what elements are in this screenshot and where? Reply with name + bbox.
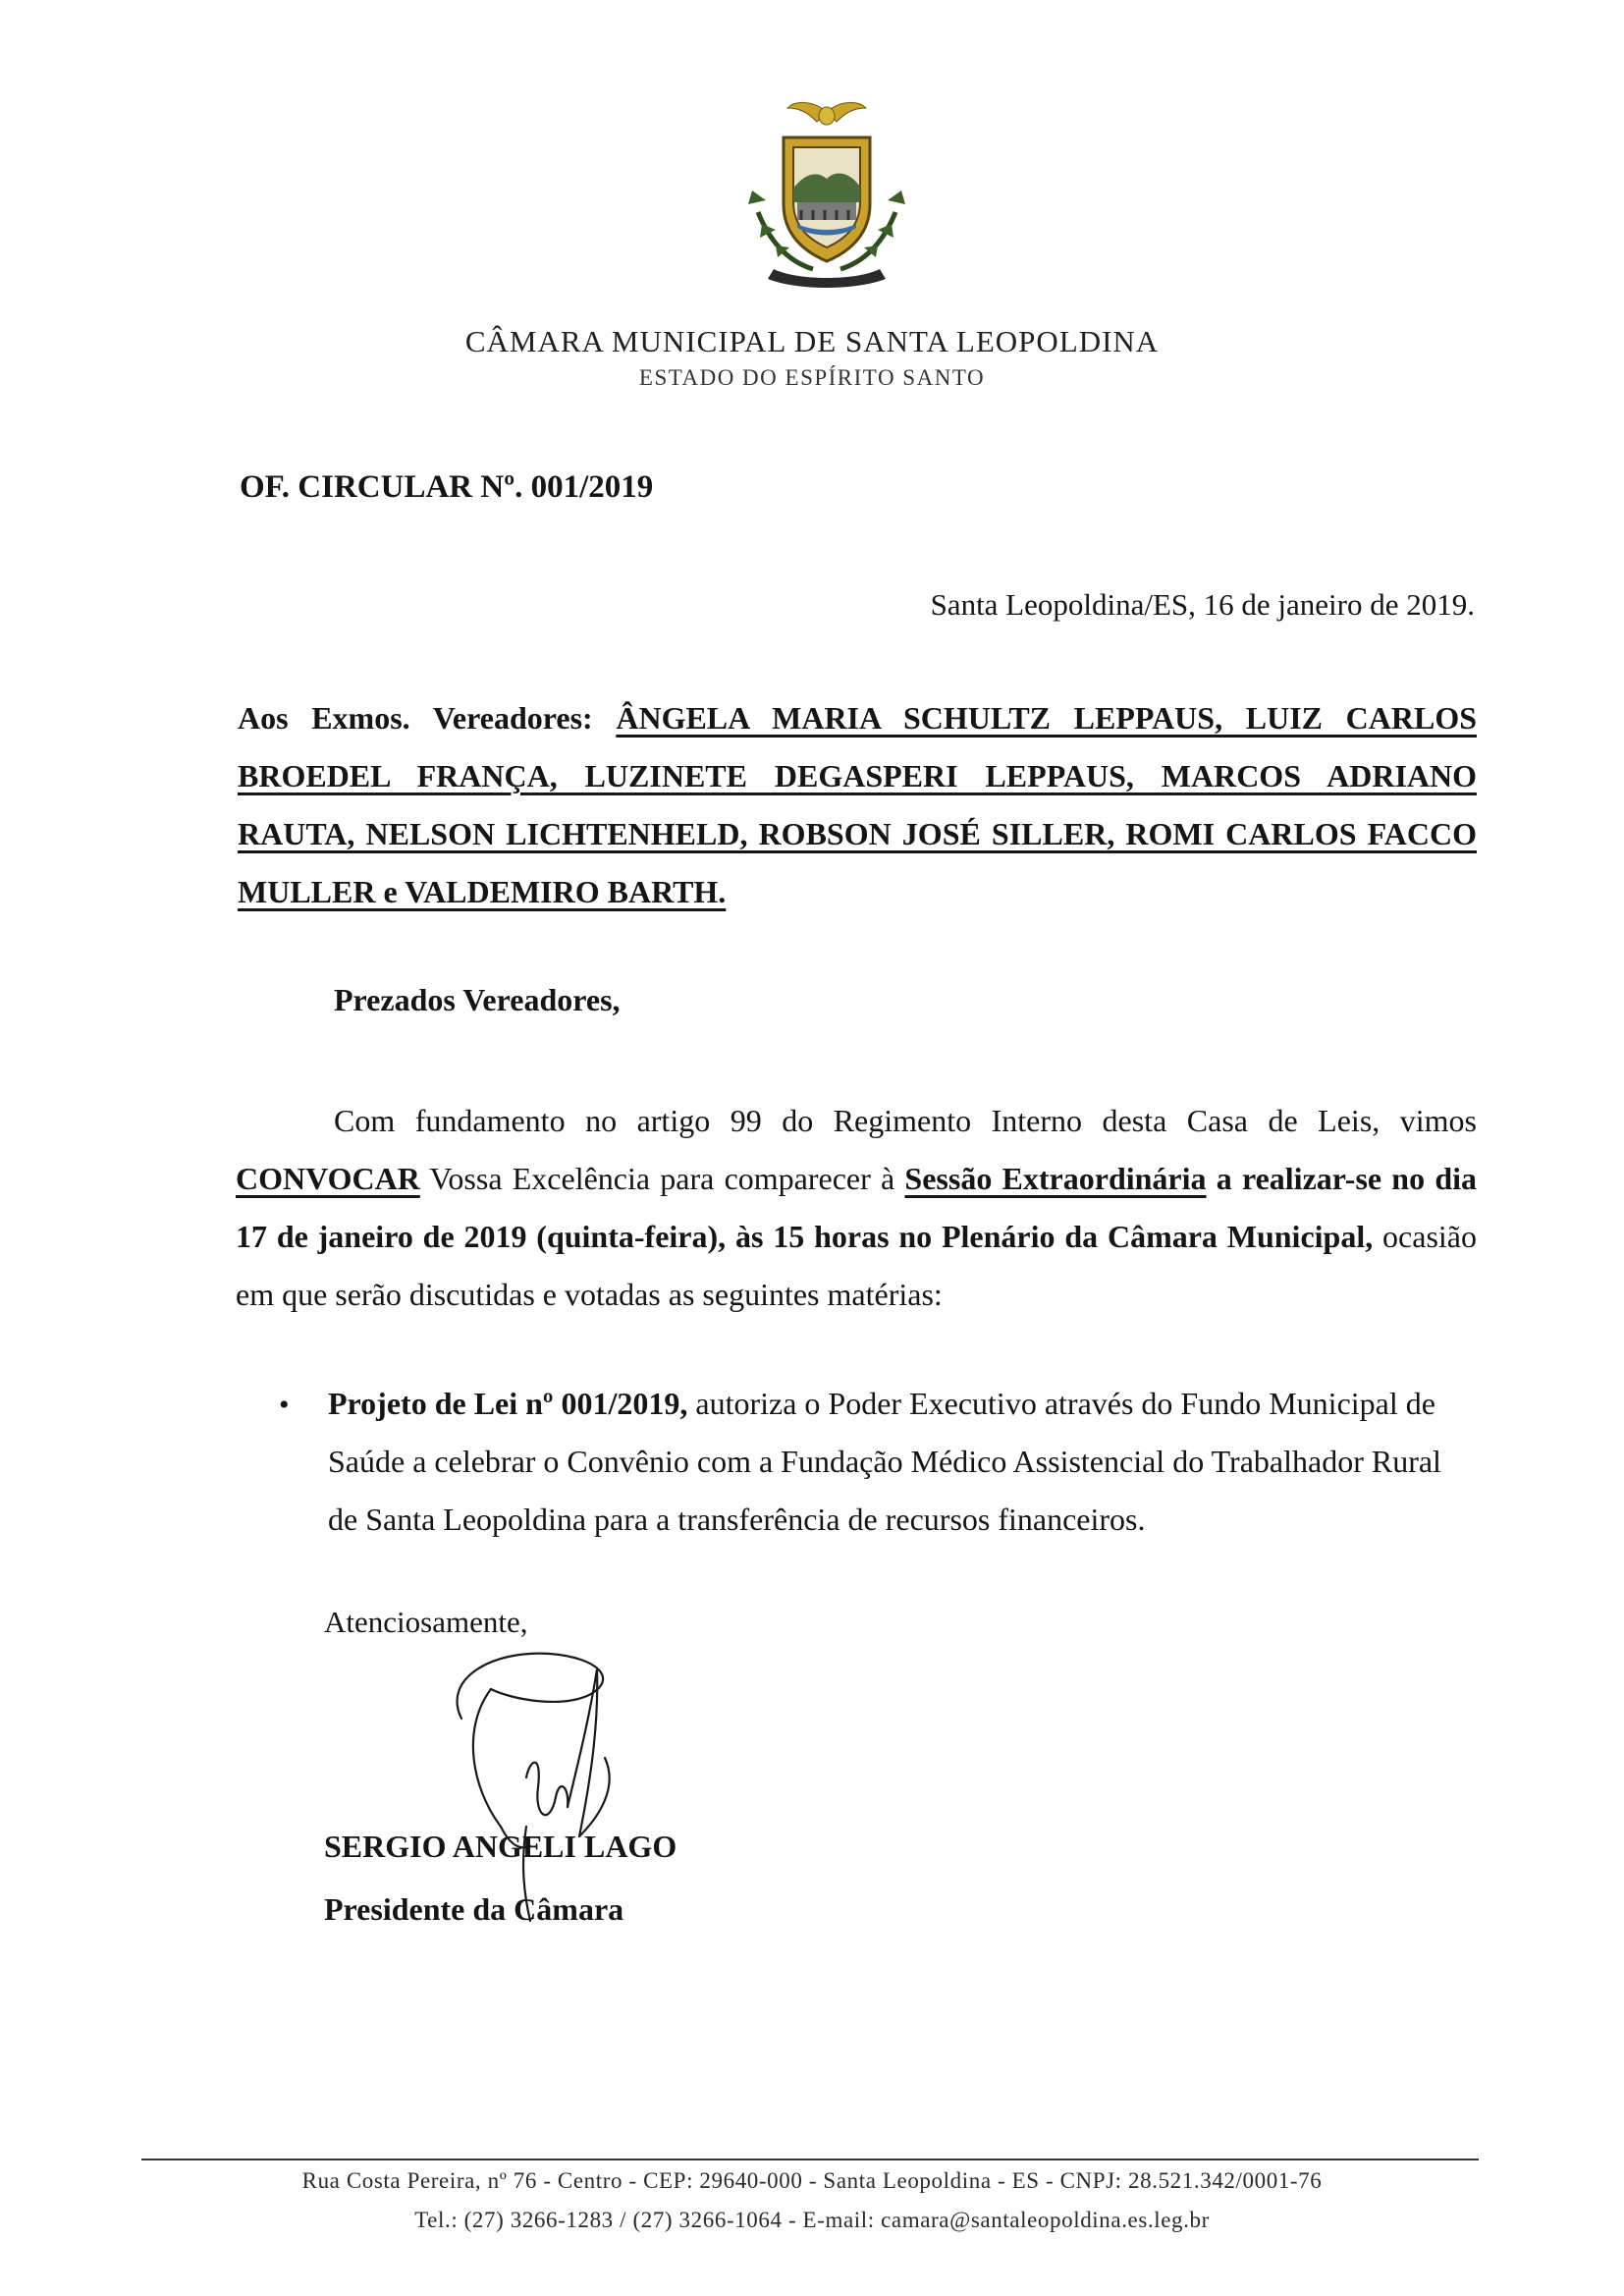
letter-reference: OF. CIRCULAR Nº. 001/2019 [240,469,654,505]
list-item-title: Projeto de Lei nº 001/2019, [328,1386,688,1421]
letter-date: Santa Leopoldina/ES, 16 de janeiro de 2019. [930,587,1475,622]
convocar-emphasis: CONVOCAR [236,1161,420,1196]
list-item-description: autoriza o Poder Executivo através do Fundo Municipal de Saúde a celebrar o Convênio com a Fundação Médico Assistencial do Trabalhador Rural de Santa Leopoldina para a transferência de recursos financeiros. [328,1386,1441,1537]
bullet-icon: • [279,1389,290,1421]
session-details: a realizar-se no dia 17 de janeiro de 2019 (quinta-feira), às 15 horas no Plenário da Câmara Municipal, [236,1161,1478,1254]
municipal-coat-of-arms-icon [719,94,935,291]
handwritten-signature-icon [432,1640,648,1925]
session-type-emphasis: Sessão Extraordinária [904,1161,1207,1196]
recipients-names: ÂNGELA MARIA SCHULTZ LEPPAUS, LUIZ CARLOS BROEDEL FRANÇA, LUZINETE DEGASPERI LEPPAUS, MARCOS ADRIANO RAUTA, NELSON LICHTENHELD, ROBSON JOSÉ SILLER, ROMI CARLOS FACCO MULLER e VALDEMIRO BARTH. [238,700,1478,909]
closing: Atenciosamente, [324,1605,528,1639]
footer-contact: Tel.: (27) 3266-1283 / (27) 3266-1064 - E-mail: camara@santaleopoldina.es.leg.br [414,2208,1210,2232]
footer-address: Rua Costa Pereira, nº 76 - Centro - CEP: 29640-000 - Santa Leopoldina - ES - CNPJ: 28.521.342/0001-76 [301,2168,1323,2193]
paragraph-part-1: Com fundamento no artigo 99 do Regimento Interno desta Casa de Leis, vimos [334,1103,1477,1138]
paragraph-part-4: ocasião em que serão discutidas e votadas as seguintes matérias: [236,1219,1478,1312]
signer-name: SERGIO ANGELI LAGO [324,1829,677,1864]
body-paragraph [236,1092,1477,1324]
organization-state: ESTADO DO ESPÍRITO SANTO [638,365,986,390]
footer-divider [141,2159,1479,2160]
recipients-label: Aos Exmos. Vereadores: [238,700,593,736]
recipients [238,689,1477,921]
list-item-text [328,1375,1477,1549]
signer-role: Presidente da Câmara [324,1891,624,1927]
salutation: Prezados Vereadores, [334,982,621,1017]
organization-name: CÂMARA MUNICIPAL DE SANTA LEOPOLDINA [464,324,1160,358]
paragraph-part-2: Vossa Excelência para comparecer à [419,1161,905,1196]
